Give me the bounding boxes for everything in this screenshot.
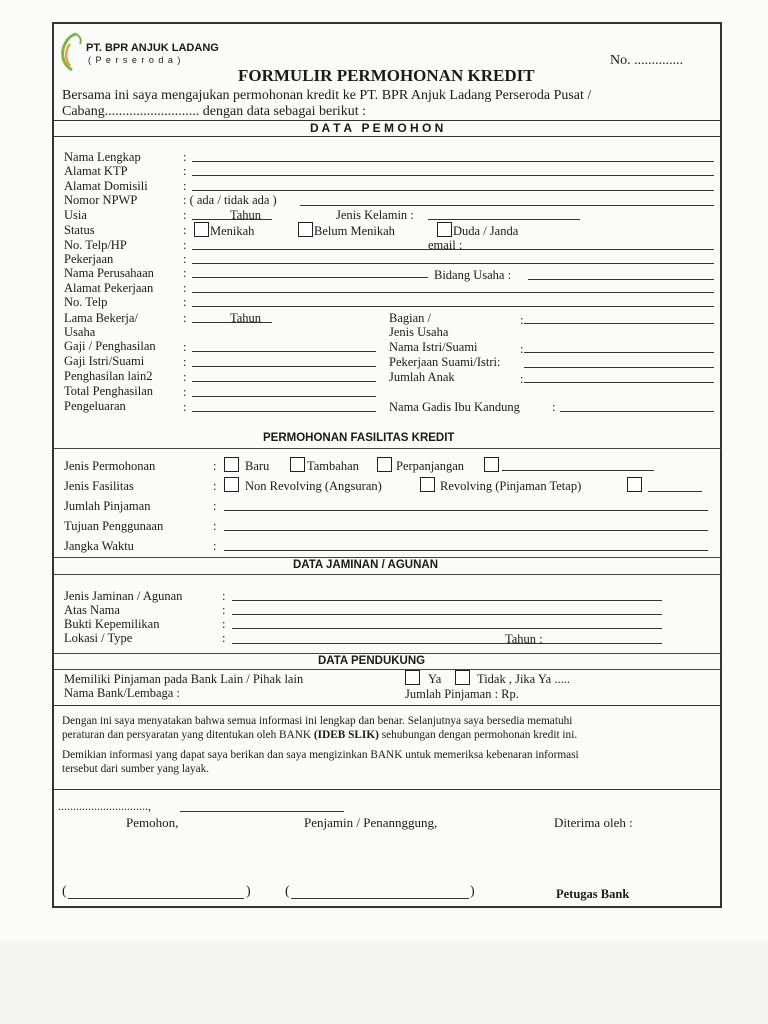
- company-name: PT. BPR ANJUK LADANG: [86, 42, 219, 54]
- label-jumlah-pinjaman: Jumlah Pinjaman: [64, 499, 151, 513]
- field-nama-perusahaan[interactable]: [192, 277, 428, 278]
- label-diterima: Diterima oleh :: [554, 815, 633, 830]
- field-no-telp[interactable]: [192, 306, 714, 307]
- label-jenis-usaha: Jenis Usaha: [389, 325, 449, 339]
- divider: [53, 574, 722, 575]
- paren-close: ): [246, 884, 251, 899]
- option-ya: Ya: [428, 672, 442, 686]
- label-bidang-usaha: Bidang Usaha :: [434, 268, 512, 282]
- option-belum-menikah: Belum Menikah: [314, 224, 395, 238]
- label-npwp: Nomor NPWP: [64, 193, 138, 207]
- field-lainnya-permohonan[interactable]: [502, 470, 654, 471]
- option-non-revolving: Non Revolving (Angsuran): [245, 479, 382, 493]
- checkbox-tambahan[interactable]: [290, 457, 305, 472]
- section-title-fasilitas: PERMOHONAN FASILITAS KREDIT: [263, 432, 455, 444]
- colon: :: [183, 238, 187, 252]
- colon: :: [222, 589, 226, 603]
- label-petugas-bank: Petugas Bank: [556, 887, 630, 901]
- signature-date: ..............................,: [58, 799, 151, 813]
- label-total-penghasilan: Total Penghasilan: [64, 384, 154, 398]
- label-no-telp: No. Telp: [64, 295, 108, 309]
- colon: :: [183, 164, 187, 178]
- colon: :: [213, 479, 217, 493]
- divider: [53, 705, 722, 706]
- label-jumlah-pinjaman-lain: Jumlah Pinjaman : Rp.: [405, 687, 519, 701]
- checkbox-belum-menikah[interactable]: [298, 222, 313, 237]
- checkbox-baru[interactable]: [224, 457, 239, 472]
- label-pengeluaran: Pengeluaran: [64, 399, 126, 413]
- colon: :: [183, 355, 187, 369]
- label-email: email :: [428, 238, 463, 252]
- label-jumlah-anak: Jumlah Anak: [389, 370, 455, 384]
- colon: :: [183, 281, 187, 295]
- field-lainnya-fasilitas[interactable]: [648, 491, 702, 492]
- label-jenis-permohonan: Jenis Permohonan: [64, 459, 156, 473]
- label-pemohon: Pemohon,: [126, 815, 179, 830]
- label-gaji: Gaji / Penghasilan: [64, 339, 156, 353]
- lama-tahun: Tahun: [230, 311, 262, 325]
- field-bidang-usaha[interactable]: [528, 279, 714, 280]
- option-tidak: Tidak , Jika Ya .....: [477, 672, 570, 686]
- colon: :: [183, 311, 187, 325]
- company-sub: ( P e r s e r o d a ): [88, 55, 182, 65]
- field-jenis-jaminan[interactable]: [232, 600, 662, 601]
- field-jangka-waktu[interactable]: [224, 550, 708, 551]
- field-signature-penjamin[interactable]: [291, 898, 469, 899]
- colon: :: [222, 603, 226, 617]
- field-alamat-ktp[interactable]: [192, 175, 714, 176]
- field-pekerjaan-istri[interactable]: [524, 367, 714, 368]
- field-jenis-kelamin[interactable]: [428, 219, 580, 220]
- colon: :: [213, 539, 217, 553]
- option-menikah: Menikah: [210, 224, 255, 238]
- field-pengeluaran[interactable]: [192, 411, 376, 412]
- field-alamat-pekerjaan[interactable]: [192, 292, 714, 293]
- colon: :: [183, 370, 187, 384]
- checkbox-revolving[interactable]: [420, 477, 435, 492]
- colon: :: [183, 340, 187, 354]
- declaration-line-1: Dengan ini saya menyatakan bahwa semua informasi ini lengkap dan benar. Selanjutnya saya bersedia mematuhi: [62, 715, 573, 727]
- field-nama[interactable]: [192, 161, 714, 162]
- field-bukti[interactable]: [232, 628, 662, 629]
- label-telp: No. Telp/HP: [64, 238, 127, 252]
- form-title: FORMULIR PERMOHONAN KREDIT: [238, 66, 535, 85]
- field-lokasi[interactable]: [232, 643, 662, 644]
- field-atas-nama[interactable]: [232, 614, 662, 615]
- label-jenis-kelamin: Jenis Kelamin :: [336, 208, 414, 222]
- label-jangka-waktu: Jangka Waktu: [64, 539, 134, 553]
- checkbox-lainnya-fasilitas[interactable]: [627, 477, 642, 492]
- colon: :: [183, 150, 187, 164]
- label-bukti: Bukti Kepemilikan: [64, 617, 160, 631]
- declaration-line-2-end: sehubungan dengan permohonan kredit ini.: [378, 729, 578, 741]
- declaration-line-4: tersebut dari sumber yang layak.: [62, 763, 210, 775]
- usia-tahun: Tahun: [230, 208, 262, 222]
- label-lokasi: Lokasi / Type: [64, 631, 133, 645]
- divider: [53, 669, 722, 670]
- declaration-line-2-start: peraturan dan persyaratan yang ditentukan oleh BANK: [62, 729, 314, 741]
- option-baru: Baru: [245, 459, 270, 473]
- checkbox-ya[interactable]: [405, 670, 420, 685]
- label-nama-istri: Nama Istri/Suami: [389, 340, 478, 354]
- option-duda-janda: Duda / Janda: [453, 224, 519, 238]
- label-usaha: Usaha: [64, 325, 96, 339]
- field-signature-date[interactable]: [180, 811, 344, 812]
- checkbox-tidak[interactable]: [455, 670, 470, 685]
- label-atas-nama: Atas Nama: [64, 603, 120, 617]
- colon: :: [183, 208, 187, 222]
- label-memiliki-pinjaman: Memiliki Pinjaman pada Bank Lain / Pihak lain: [64, 672, 304, 686]
- form-number: No. ..............: [610, 53, 684, 68]
- colon: :: [213, 499, 217, 513]
- colon: :: [552, 400, 556, 414]
- colon: :: [183, 179, 187, 193]
- colon: :: [520, 342, 524, 356]
- label-nama: Nama Lengkap: [64, 150, 141, 164]
- label-pekerjaan-istri: Pekerjaan Suami/Istri:: [389, 355, 501, 369]
- section-title-jaminan: DATA JAMINAN / AGUNAN: [293, 559, 439, 571]
- field-tujuan[interactable]: [224, 530, 708, 531]
- divider: [53, 653, 722, 654]
- label-ibu-kandung: Nama Gadis Ibu Kandung: [389, 400, 520, 414]
- colon: :: [183, 385, 187, 399]
- paren-close: ): [470, 884, 475, 899]
- field-penghasilan-lain[interactable]: [192, 381, 376, 382]
- field-bagian[interactable]: [524, 323, 714, 324]
- colon: :: [183, 295, 187, 309]
- colon: :: [183, 266, 187, 280]
- checkbox-non-revolving[interactable]: [224, 477, 239, 492]
- section-title-pemohon: D A T A P E M O H O N: [310, 121, 444, 135]
- divider: [53, 789, 722, 790]
- option-perpanjangan: Perpanjangan: [396, 459, 465, 473]
- colon: :: [222, 617, 226, 631]
- label-jenis-jaminan: Jenis Jaminan / Agunan: [64, 589, 183, 603]
- colon: :: [183, 223, 187, 237]
- field-gaji[interactable]: [192, 351, 376, 352]
- checkbox-menikah[interactable]: [194, 222, 209, 237]
- label-alamat-ktp: Alamat KTP: [64, 164, 128, 178]
- field-jumlah-pinjaman[interactable]: [224, 510, 708, 511]
- label-usia: Usia: [64, 208, 87, 222]
- colon: :: [520, 313, 524, 327]
- divider: [53, 136, 722, 137]
- divider: [53, 557, 722, 558]
- option-revolving: Revolving (Pinjaman Tetap): [440, 479, 582, 493]
- field-gaji-istri[interactable]: [192, 366, 376, 367]
- label-penghasilan-lain: Penghasilan lain2: [64, 369, 153, 383]
- colon: :: [183, 252, 187, 266]
- colon: :: [222, 631, 226, 645]
- colon: :: [183, 400, 187, 414]
- label-gaji-istri: Gaji Istri/Suami: [64, 354, 145, 368]
- field-pekerjaan[interactable]: [192, 263, 714, 264]
- field-npwp[interactable]: [300, 205, 714, 206]
- divider: [53, 448, 722, 449]
- checkbox-duda-janda[interactable]: [437, 222, 452, 237]
- checkbox-perpanjangan[interactable]: [377, 457, 392, 472]
- label-tujuan: Tujuan Penggunaan: [64, 519, 164, 533]
- label-tahun-jaminan: Tahun :: [505, 632, 543, 646]
- field-jumlah-anak[interactable]: [524, 382, 714, 383]
- checkbox-lainnya-permohonan[interactable]: [484, 457, 499, 472]
- label-nama-perusahaan: Nama Perusahaan: [64, 266, 154, 280]
- label-status: Status: [64, 223, 95, 237]
- field-alamat-domisili[interactable]: [192, 190, 714, 191]
- colon: :: [520, 372, 524, 386]
- label-jenis-fasilitas: Jenis Fasilitas: [64, 479, 134, 493]
- label-bagian: Bagian /: [389, 311, 432, 325]
- company-logo: [58, 30, 86, 72]
- colon: :: [213, 519, 217, 533]
- label-alamat-domisili: Alamat Domisili: [64, 179, 148, 193]
- declaration-ideb-slik: (IDEB SLIK): [313, 729, 379, 741]
- label-nama-bank: Nama Bank/Lembaga :: [64, 686, 180, 700]
- section-title-pendukung: DATA PENDUKUNG: [318, 655, 426, 667]
- paren-open: (: [285, 884, 290, 899]
- declaration-line-2: [62, 728, 577, 742]
- label-penjamin: Penjamin / Penannggung,: [304, 815, 438, 830]
- field-ibu-kandung[interactable]: [560, 411, 714, 412]
- field-nama-istri[interactable]: [524, 352, 714, 353]
- intro-line-2: Cabang........................... dengan data sebagai berikut :: [62, 104, 367, 119]
- paren-open: (: [62, 884, 67, 899]
- option-tambahan: Tambahan: [307, 459, 359, 473]
- label-lama-bekerja: Lama Bekerja/: [64, 311, 138, 325]
- intro-line-1: Bersama ini saya mengajukan permohonan kredit ke PT. BPR Anjuk Ladang Perseroda Pusat /: [62, 88, 592, 103]
- declaration-line-3: Demikian informasi yang dapat saya berikan dan saya mengizinkan BANK untuk memeriksa kebenaran informasi: [62, 749, 579, 761]
- npwp-value: : ( ada / tidak ada ): [183, 193, 277, 207]
- label-alamat-pekerjaan: Alamat Pekerjaan: [64, 281, 154, 295]
- colon: :: [213, 459, 217, 473]
- label-pekerjaan: Pekerjaan: [64, 252, 114, 266]
- field-total-penghasilan[interactable]: [192, 396, 376, 397]
- field-signature-pemohon[interactable]: [68, 898, 244, 899]
